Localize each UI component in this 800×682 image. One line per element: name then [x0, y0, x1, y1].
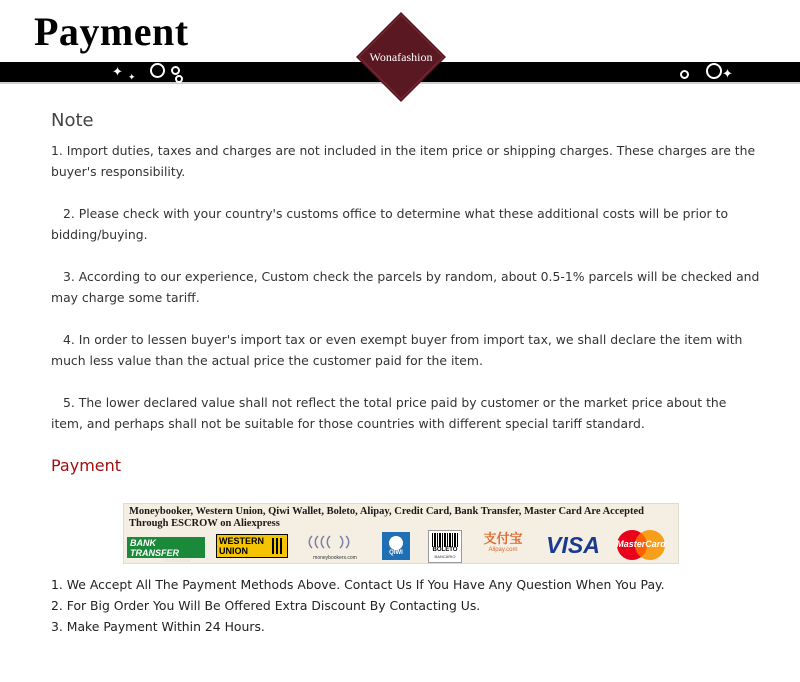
- bubble-icon: [706, 63, 722, 79]
- western-union-logo: [216, 534, 288, 558]
- barcode-icon: [272, 538, 284, 554]
- qiwi-logo: [382, 532, 410, 560]
- sparkle-icon: ✦: [722, 67, 733, 82]
- bubble-icon: [171, 66, 180, 75]
- payment-methods-banner: [123, 503, 679, 564]
- alipay-label: 支付宝: [483, 532, 523, 547]
- sparkle-icon: ✦: [128, 73, 136, 83]
- list-item: 3. Make Payment Within 24 Hours.: [51, 619, 265, 634]
- mastercard-logo: [613, 529, 669, 561]
- alipay-logo: [478, 532, 528, 558]
- alipay-sublabel: Alipay.com: [488, 547, 518, 553]
- qiwi-label: QIWI: [389, 550, 403, 556]
- boleto-sublabel: BANCÁRIO: [434, 554, 456, 559]
- moneybookers-logo: [304, 533, 366, 559]
- barcode-icon: [432, 533, 458, 547]
- qiwi-circle-icon: [389, 536, 403, 550]
- brand-logo: [356, 12, 446, 102]
- moneybookers-waves-icon: [304, 533, 366, 551]
- brand-name: Wonafashion: [369, 50, 433, 64]
- bank-transfer-label: BANK TRANSFER: [127, 537, 205, 558]
- payment-notes-list: [51, 574, 665, 637]
- boleto-label: BOLETO: [432, 547, 458, 553]
- bubble-icon: [175, 75, 183, 83]
- boleto-logo: [428, 530, 462, 563]
- western-union-label: WESTERN UNION: [219, 536, 264, 556]
- page-title: Payment: [34, 9, 189, 54]
- payment-heading: Payment: [51, 456, 122, 475]
- sparkle-icon: ✦: [112, 65, 123, 80]
- note-item: 1. Import duties, taxes and charges are not included in the item price or shipping charges. These charges are the buyer's responsibility.: [51, 143, 756, 179]
- visa-label: VISA: [546, 532, 600, 558]
- list-item: 2. For Big Order You Will Be Offered Extra Discount By Contacting Us.: [51, 598, 481, 613]
- bubble-icon: [150, 63, 165, 78]
- moneybookers-label: moneybookers.com: [313, 555, 357, 561]
- note-heading: Note: [51, 110, 94, 131]
- mastercard-label: MasterCard: [616, 539, 666, 549]
- banner-text: Moneybooker, Western Union, Qiwi Wallet, Boleto, Alipay, Credit Card, Bank Transfer, Master Card Are Accepted Through ESCROW on Aliexpress: [129, 506, 644, 529]
- visa-logo: [542, 531, 604, 559]
- note-item: 5. The lower declared value shall not reflect the total price paid by customer or the market price about the item, and perhaps shall not be suitable for those countries with different special tariff standard.: [51, 395, 727, 431]
- note-item: 4. In order to lessen buyer's import tax or even exempt buyer from import tax, we shall declare the item with much less value than the actual price the customer paid for the item.: [51, 332, 743, 368]
- page-header: [0, 0, 800, 105]
- note-item: 3. According to our experience, Custom check the parcels by random, about 0.5-1% parcels will be checked and may charge some tariff.: [51, 269, 760, 305]
- note-list: [51, 140, 761, 455]
- bank-transfer-logo: [127, 537, 205, 564]
- list-item: 1. We Accept All The Payment Methods Above. Contact Us If You Have Any Question When You Pay.: [51, 577, 665, 592]
- note-item: 2. Please check with your country's customs office to determine what these additional costs will be prior to bidding/buying.: [51, 206, 729, 242]
- bubble-icon: [680, 70, 689, 79]
- bank-transfer-sublabel: International: [163, 558, 191, 564]
